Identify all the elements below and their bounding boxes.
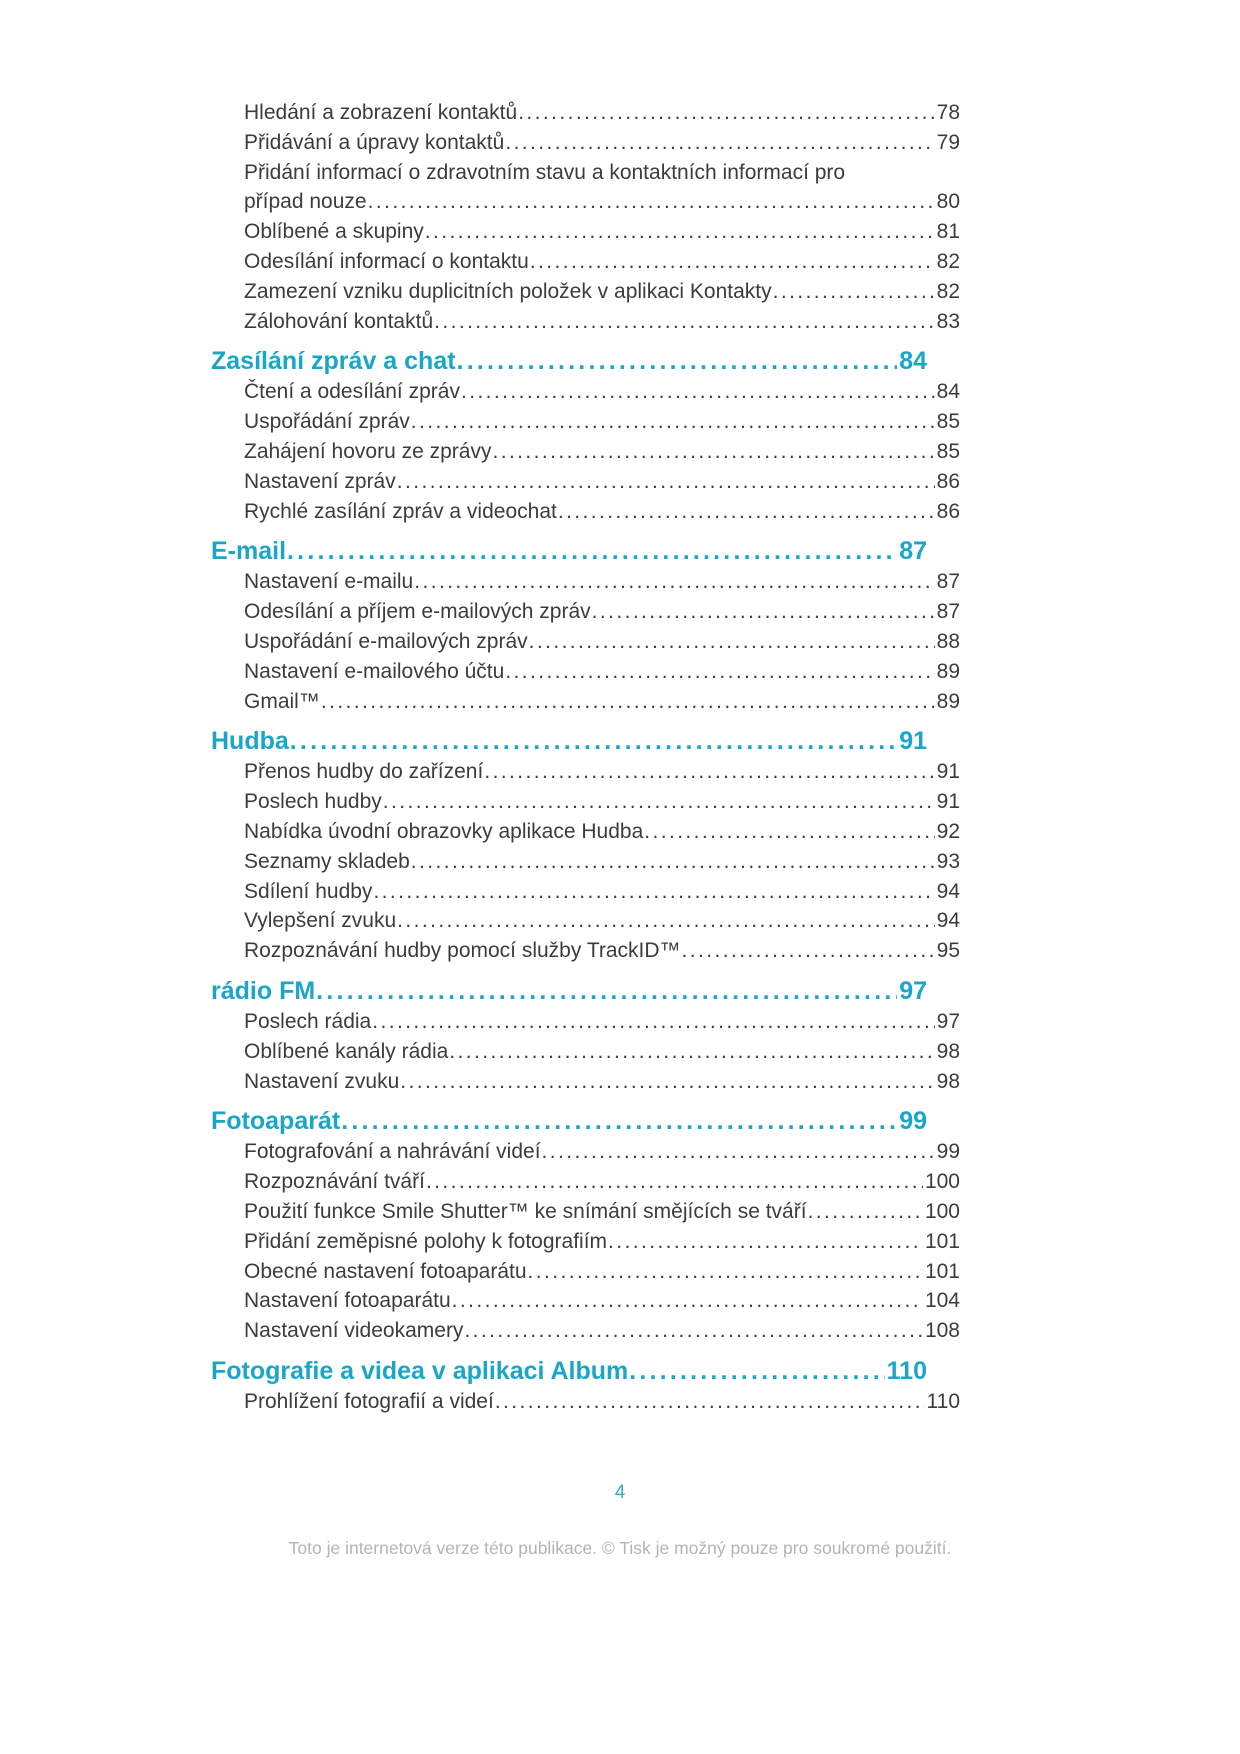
toc-heading-label: rádio FM xyxy=(211,976,316,1005)
dotted-leader xyxy=(316,975,897,1007)
toc-heading-label: Fotografie a videa v aplikaci Album xyxy=(211,1356,629,1385)
toc-entry[interactable] xyxy=(211,128,960,158)
toc-entry-page-number: 91 xyxy=(936,790,960,814)
toc-section xyxy=(211,345,960,526)
toc-entry[interactable] xyxy=(211,787,960,817)
dotted-leader xyxy=(449,1037,934,1067)
dotted-leader xyxy=(464,1316,923,1346)
dotted-leader xyxy=(457,345,898,377)
toc-entry[interactable] xyxy=(211,817,960,847)
toc-entry[interactable] xyxy=(211,657,960,687)
toc-entry-page-number: 92 xyxy=(936,819,960,843)
dotted-leader xyxy=(452,1286,923,1316)
toc-entry-label: Nastavení fotoaparátu xyxy=(244,1289,451,1313)
toc-entry-page-number: 110 xyxy=(926,1389,960,1413)
toc-entry[interactable] xyxy=(211,98,960,128)
toc-entry-label: Hledání a zobrazení kontaktů xyxy=(244,101,518,124)
toc-entry-label: Prohlížení fotografií a videí xyxy=(244,1389,494,1413)
dotted-leader xyxy=(426,1167,923,1197)
toc-heading[interactable] xyxy=(211,1355,927,1387)
toc-entry-page-number: 83 xyxy=(936,309,960,333)
dotted-leader xyxy=(414,567,934,597)
dotted-leader xyxy=(505,657,934,687)
dotted-leader xyxy=(808,1197,923,1227)
toc-entry-page-number: 94 xyxy=(936,879,960,903)
dotted-leader xyxy=(592,597,935,627)
toc-entry[interactable] xyxy=(211,1007,960,1037)
toc-entry-page-number: 98 xyxy=(936,1039,960,1063)
toc-entry-label: Rozpoznávání hudby pomocí služby TrackID™ xyxy=(244,939,681,963)
toc-entry-page-number: 81 xyxy=(936,220,960,244)
toc-entry-label: Nastavení e-mailového účtu xyxy=(244,659,505,683)
toc-entry[interactable] xyxy=(211,247,960,277)
toc-entry-page-number: 94 xyxy=(936,909,960,933)
footer-note: Toto je internetová verze této publikace. © Tisk je možný pouze pro soukromé použití. xyxy=(288,1538,952,1558)
table-of-contents xyxy=(211,98,960,1417)
toc-entry-page-number: 104 xyxy=(924,1289,960,1313)
toc-entry-label: Nastavení videokamery xyxy=(244,1319,464,1343)
toc-heading-page-number: 110 xyxy=(886,1356,927,1385)
toc-entry[interactable] xyxy=(211,1316,960,1346)
dotted-leader xyxy=(484,757,934,787)
dotted-leader xyxy=(290,725,897,757)
toc-entry-label: Poslech rádia xyxy=(244,1009,372,1033)
toc-entry-page-number: 78 xyxy=(936,101,960,124)
toc-entry-label: Nabídka úvodní obrazovky aplikace Hudba xyxy=(244,819,644,843)
toc-entry-page-number: 85 xyxy=(936,439,960,463)
dotted-leader xyxy=(373,877,934,907)
toc-entry-page-number: 89 xyxy=(936,689,960,713)
dotted-leader xyxy=(400,1067,934,1097)
dotted-leader xyxy=(461,377,935,407)
toc-heading-label: E-mail xyxy=(211,537,287,566)
toc-heading-page-number: 87 xyxy=(899,537,927,566)
toc-entry-label: Poslech hudby xyxy=(244,790,382,814)
dotted-leader xyxy=(505,128,934,158)
toc-entry-page-number: 100 xyxy=(924,1199,960,1223)
toc-entry-label: Přidání zeměpisné polohy k fotografiím xyxy=(244,1229,608,1253)
toc-entry-label: Nastavení e-mailu xyxy=(244,570,414,594)
toc-entry-label: Nastavení zvuku xyxy=(244,1069,400,1093)
toc-entry[interactable] xyxy=(211,187,960,217)
toc-entry-page-number: 87 xyxy=(936,600,960,624)
toc-entry-page-number: 95 xyxy=(936,939,960,963)
sheet-page-number: 4 xyxy=(614,1482,626,1503)
dotted-leader xyxy=(629,1355,884,1387)
dotted-leader xyxy=(492,437,934,467)
toc-entry-page-number: 86 xyxy=(936,499,960,523)
toc-entry[interactable] xyxy=(211,877,960,907)
dotted-leader xyxy=(434,307,935,337)
toc-entry-page-number: 87 xyxy=(936,570,960,594)
toc-entry-page-number: 79 xyxy=(936,130,960,154)
toc-entry-page-number: 82 xyxy=(936,249,960,273)
toc-entry[interactable] xyxy=(211,687,960,717)
toc-entry-label: Gmail™ xyxy=(244,689,320,713)
toc-entry-label: Odesílání a příjem e-mailových zpráv xyxy=(244,600,591,624)
toc-entry-page-number: 86 xyxy=(936,469,960,493)
dotted-leader xyxy=(530,247,935,277)
dotted-leader xyxy=(529,627,935,657)
toc-entry-label: Čtení a odesílání zpráv xyxy=(244,380,460,404)
toc-entry-label: Rychlé zasílání zpráv a videochat xyxy=(244,499,557,523)
toc-entry[interactable] xyxy=(211,1167,960,1197)
toc-entry[interactable] xyxy=(211,1257,960,1287)
toc-section xyxy=(211,98,960,336)
dotted-leader xyxy=(495,1387,925,1417)
toc-entry[interactable] xyxy=(211,757,960,787)
dotted-leader xyxy=(773,277,935,307)
dotted-leader xyxy=(558,497,935,527)
dotted-leader xyxy=(518,98,934,128)
toc-entry-page-number: 108 xyxy=(924,1319,960,1343)
toc-entry-page-number: 89 xyxy=(936,659,960,683)
toc-section xyxy=(211,725,960,966)
toc-entry-page-number: 88 xyxy=(936,629,960,653)
toc-entry-page-number: 93 xyxy=(936,849,960,873)
dotted-leader xyxy=(528,1257,923,1287)
toc-entry[interactable] xyxy=(211,307,960,337)
toc-entry-label: Oblíbené kanály rádia xyxy=(244,1039,449,1063)
toc-entry-page-number: 84 xyxy=(936,380,960,404)
toc-entry-label: Uspořádání e-mailových zpráv xyxy=(244,629,528,653)
toc-entry[interactable] xyxy=(211,1137,960,1167)
toc-entry[interactable] xyxy=(211,437,960,467)
toc-entry-wrap-line[interactable]: Přidání informací o zdravotním stavu a kontaktních informací pro xyxy=(244,160,846,184)
toc-entry-page-number: 101 xyxy=(924,1229,960,1253)
toc-heading-label: Fotoaparát xyxy=(211,1107,341,1136)
toc-section xyxy=(211,975,960,1096)
toc-entry[interactable] xyxy=(211,277,960,307)
toc-heading[interactable] xyxy=(211,1105,927,1137)
toc-entry-label: Zahájení hovoru ze zprávy xyxy=(244,439,492,463)
toc-entry[interactable] xyxy=(211,1387,960,1417)
dotted-leader xyxy=(411,847,935,877)
toc-entry-label: Přidávání a úpravy kontaktů xyxy=(244,130,505,154)
dotted-leader xyxy=(411,407,935,437)
dotted-leader xyxy=(383,787,935,817)
toc-entry-label: Použití funkce Smile Shutter™ ke snímání smějících se tváří xyxy=(244,1199,807,1223)
dotted-leader xyxy=(368,187,935,217)
toc-entry-label: Přenos hudby do zařízení xyxy=(244,760,484,784)
toc-entry-label: Uspořádání zpráv xyxy=(244,410,410,434)
toc-entry[interactable] xyxy=(211,217,960,247)
toc-entry[interactable] xyxy=(211,407,960,437)
toc-heading-page-number: 99 xyxy=(899,1107,927,1136)
toc-entry-label: případ nouze xyxy=(244,190,367,214)
dotted-leader xyxy=(287,535,897,567)
dotted-leader xyxy=(397,467,935,497)
toc-entry-label: Sdílení hudby xyxy=(244,879,373,903)
toc-heading[interactable] xyxy=(211,975,927,1007)
toc-entry-page-number: 80 xyxy=(936,190,960,214)
toc-entry[interactable] xyxy=(211,627,960,657)
toc-entry[interactable] xyxy=(211,847,960,877)
toc-entry-label: Oblíbené a skupiny xyxy=(244,220,424,244)
dotted-leader xyxy=(372,1007,934,1037)
toc-section xyxy=(211,1105,960,1346)
toc-entry-label: Obecné nastavení fotoaparátu xyxy=(244,1259,527,1283)
dotted-leader xyxy=(644,817,934,847)
toc-entry-page-number: 85 xyxy=(936,410,960,434)
toc-entry-label: Vylepšení zvuku xyxy=(244,909,397,933)
dotted-leader xyxy=(321,687,935,717)
toc-entry[interactable] xyxy=(211,1037,960,1067)
toc-entry-page-number: 98 xyxy=(936,1069,960,1093)
toc-entry[interactable] xyxy=(211,906,960,936)
toc-section xyxy=(211,1355,960,1417)
toc-entry-page-number: 91 xyxy=(936,760,960,784)
toc-entry-label: Fotografování a nahrávání videí xyxy=(244,1140,541,1164)
dotted-leader xyxy=(397,906,935,936)
toc-heading-label: Zasílání zpráv a chat xyxy=(211,347,456,376)
toc-entry[interactable] xyxy=(211,567,960,597)
toc-entry[interactable] xyxy=(211,1067,960,1097)
toc-entry-page-number: 100 xyxy=(924,1170,960,1194)
toc-heading[interactable] xyxy=(211,345,927,377)
toc-heading-page-number: 97 xyxy=(899,976,927,1005)
toc-heading-page-number: 84 xyxy=(899,347,927,376)
toc-entry[interactable] xyxy=(211,597,960,627)
toc-entry-label: Nastavení zpráv xyxy=(244,469,396,493)
toc-entry-label: Rozpoznávání tváří xyxy=(244,1170,425,1194)
toc-entry-label: Zálohování kontaktů xyxy=(244,309,434,333)
toc-entry[interactable] xyxy=(211,1286,960,1316)
toc-entry[interactable] xyxy=(211,1227,960,1257)
toc-entry-page-number: 82 xyxy=(936,279,960,303)
toc-heading[interactable] xyxy=(211,535,927,567)
dotted-leader xyxy=(542,1137,935,1167)
toc-section xyxy=(211,535,960,716)
toc-entry-label: Zamezení vzniku duplicitních položek v aplikaci Kontakty xyxy=(244,279,772,303)
toc-entry-label: Odesílání informací o kontaktu xyxy=(244,249,529,273)
dotted-leader xyxy=(682,936,935,966)
dotted-leader xyxy=(608,1227,923,1257)
toc-entry-page-number: 99 xyxy=(936,1140,960,1164)
toc-entry-page-number: 101 xyxy=(924,1259,960,1283)
toc-entry[interactable] xyxy=(211,936,960,966)
toc-entry[interactable] xyxy=(211,1197,960,1227)
toc-entry[interactable] xyxy=(211,467,960,497)
toc-heading-label: Hudba xyxy=(211,727,289,756)
dotted-leader xyxy=(425,217,935,247)
toc-entry-label: Seznamy skladeb xyxy=(244,849,410,873)
toc-entry[interactable] xyxy=(211,377,960,407)
toc-heading-page-number: 91 xyxy=(899,727,927,756)
dotted-leader xyxy=(341,1105,897,1137)
toc-heading[interactable] xyxy=(211,725,927,757)
toc-entry[interactable] xyxy=(211,497,960,527)
toc-entry-page-number: 97 xyxy=(936,1009,960,1033)
